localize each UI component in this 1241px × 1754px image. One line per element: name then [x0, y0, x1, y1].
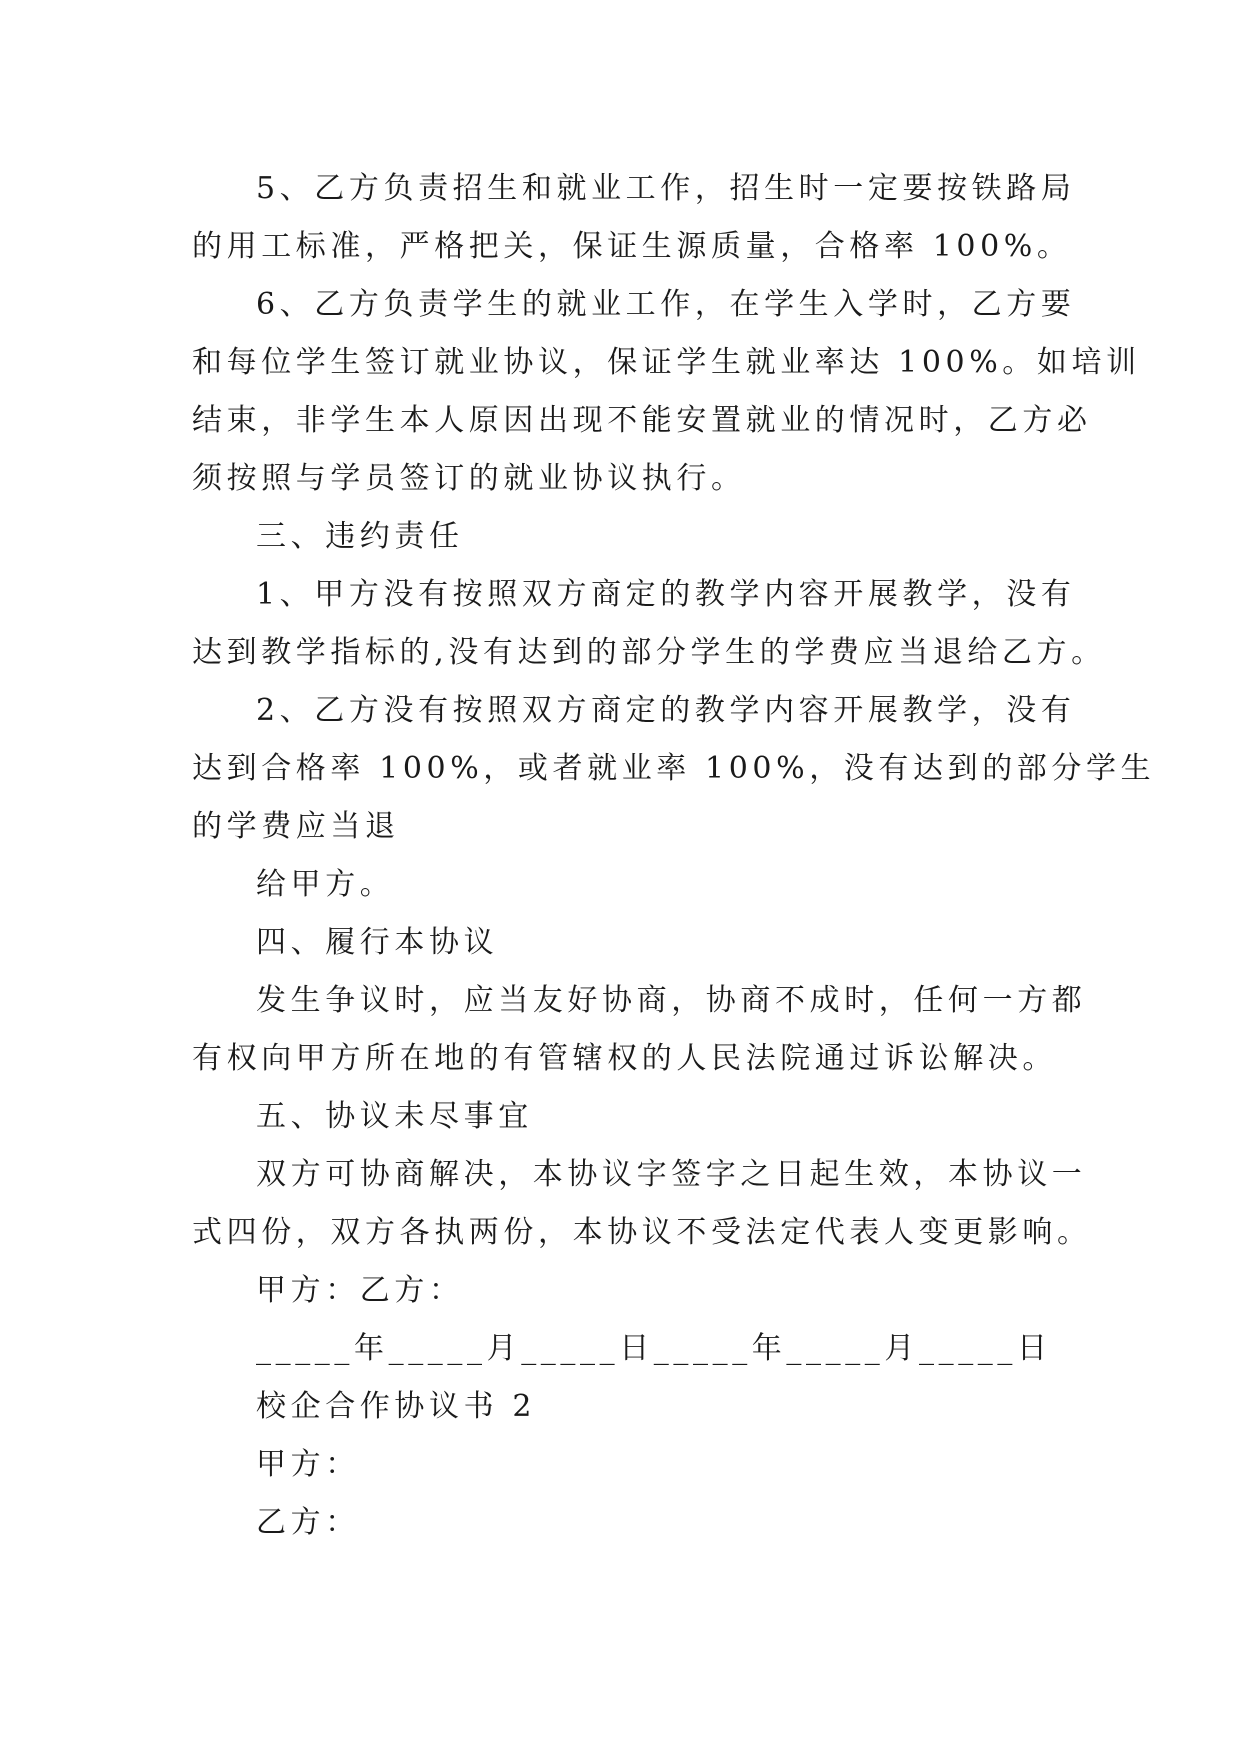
party-a-label: 甲方： — [256, 1447, 360, 1482]
breach-clause-2-line-1: 2、乙方没有按照双方商定的教学内容开展教学，没有 — [256, 693, 1076, 728]
clause-5-line-1: 5、乙方负责招生和就业工作，招生时一定要按铁路局 — [256, 171, 1076, 206]
clause-6-line-4: 须按照与学员签订的就业协议执行。 — [192, 461, 746, 496]
breach-clause-2-line-2: 达到合格率 100%，或者就业率 100%，没有达到的部分学生 — [192, 751, 1156, 786]
section-heading-breach: 三、违约责任 — [256, 519, 464, 554]
breach-clause-2-line-3: 的学费应当退 — [192, 809, 400, 844]
clause-6-line-3: 结束，非学生本人原因出现不能安置就业的情况时，乙方必 — [192, 403, 1092, 438]
breach-clause-1-line-2: 达到教学指标的,没有达到的部分学生的学费应当退给乙方。 — [192, 635, 1106, 670]
clause-5-line-2: 的用工标准，严格把关，保证生源质量，合格率 100%。 — [192, 229, 1072, 264]
clause-6-line-2: 和每位学生签订就业协议，保证学生就业率达 100%。如培训 — [192, 345, 1141, 380]
party-b-label: 乙方： — [256, 1505, 360, 1540]
section-heading-performance: 四、履行本协议 — [256, 925, 499, 960]
effect-line-2: 式四份，双方各执两份，本协议不受法定代表人变更影响。 — [192, 1215, 1092, 1250]
section-heading-matters: 五、协议未尽事宜 — [256, 1099, 533, 1134]
agreement-title-2: 校企合作协议书 2 — [256, 1389, 537, 1424]
document-body — [192, 160, 1156, 1552]
clause-6-line-1: 6、乙方负责学生的就业工作，在学生入学时，乙方要 — [256, 287, 1076, 322]
effect-line-1: 双方可协商解决，本协议字签字之日起生效，本协议一 — [256, 1157, 1087, 1192]
dispute-line-1: 发生争议时，应当友好协商，协商不成时，任何一方都 — [256, 983, 1087, 1018]
signature-dates: _____年_____月_____日_____年_____月_____日 — [256, 1331, 1052, 1366]
signature-parties: 甲方：乙方： — [256, 1273, 464, 1308]
breach-clause-2-line-4: 给甲方。 — [256, 867, 395, 902]
dispute-line-2: 有权向甲方所在地的有管辖权的人民法院通过诉讼解决。 — [192, 1041, 1057, 1076]
breach-clause-1-line-1: 1、甲方没有按照双方商定的教学内容开展教学，没有 — [256, 577, 1076, 612]
